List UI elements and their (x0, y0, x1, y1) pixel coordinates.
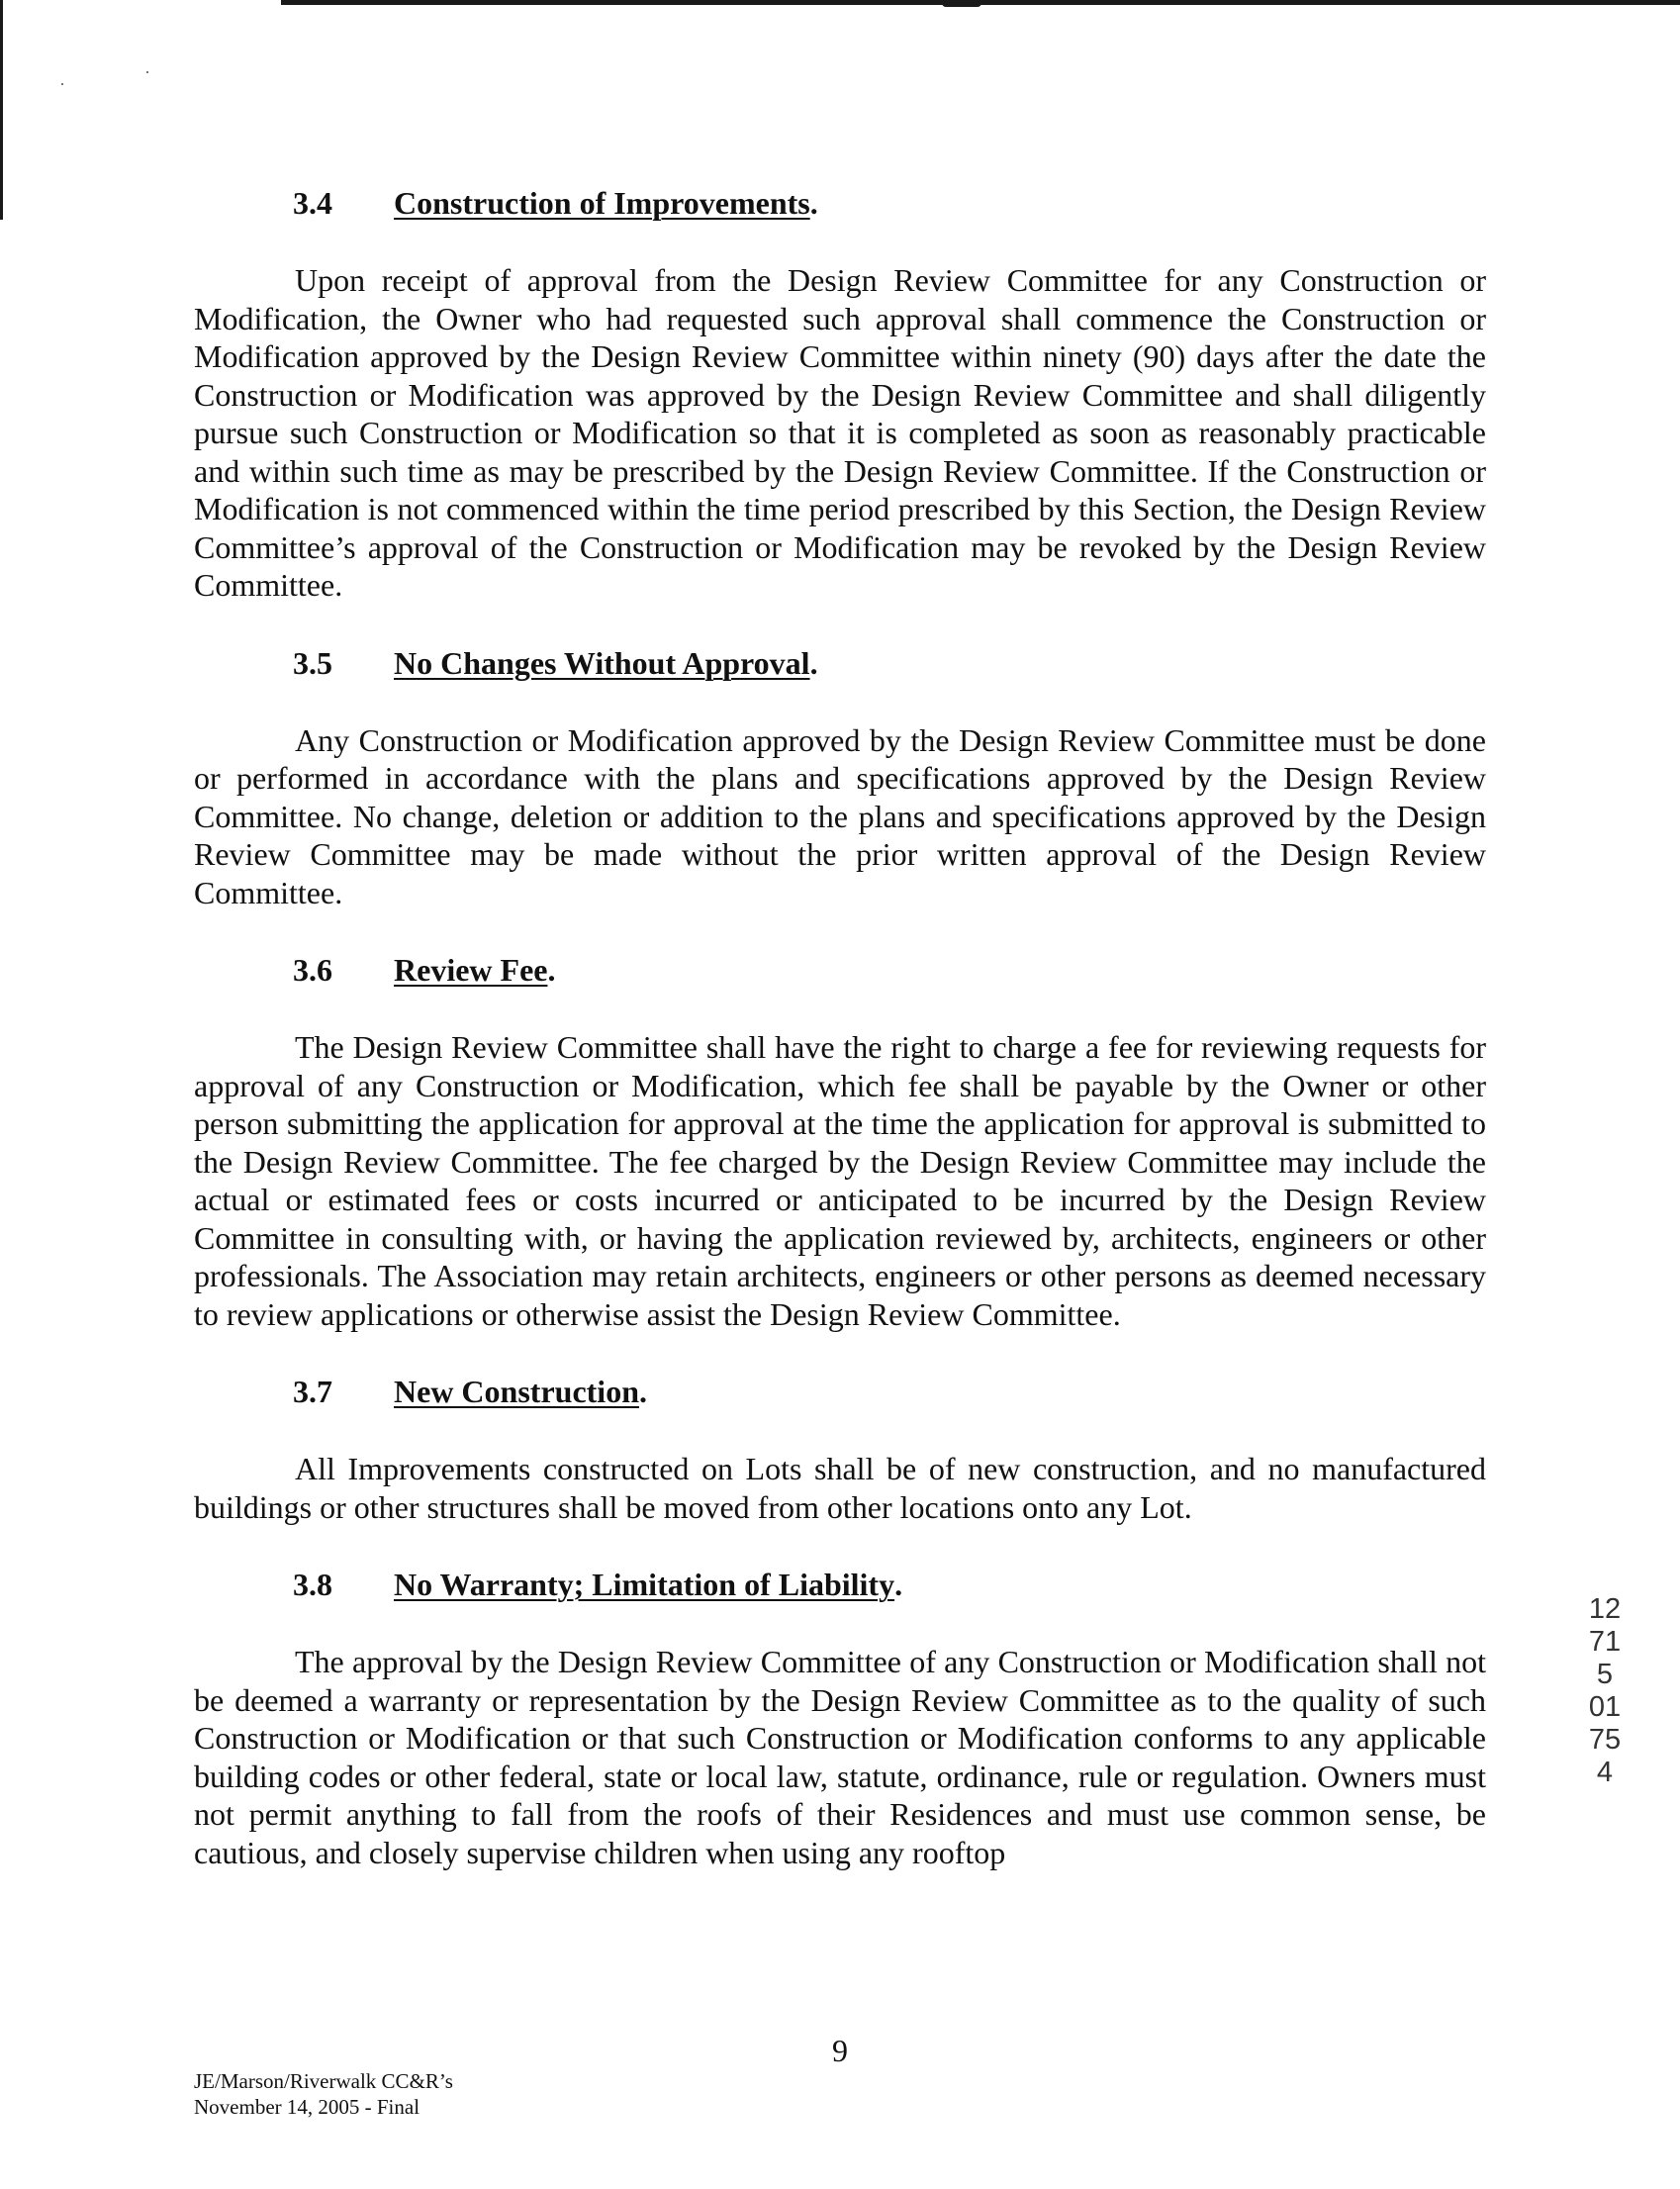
section-heading-3-7 (194, 1373, 1486, 1410)
section-number: 3.5 (293, 644, 332, 681)
section-title: No Warranty; Limitation of Liability (394, 1567, 895, 1602)
heading-period: . (547, 952, 556, 988)
section-heading-3-6 (194, 951, 1486, 989)
scan-speck (146, 71, 148, 73)
section-heading-3-4 (194, 184, 1486, 222)
section-number: 3.7 (293, 1374, 332, 1409)
heading-period: . (894, 1567, 903, 1602)
section-paragraph-3-6: The Design Review Committee shall have the right to charge a fee for reviewing requests for approval of any Construction or Modification, which fee shall be payable by the Owner or other person submitting the application for approval at the time the application for approval is submitted to the Design Review Committee. The fee charged by the Design Review Committee may include the actual or estimated fees or costs incurred or anticipated to be incurred by the Design Review Committee in consulting with, or having the application reviewed by, architects, engineers or other professionals. The Association may retain architects, engineers or other persons as deemed necessary to review applications or otherwise assist the Design Review Committee. (194, 1029, 1486, 1332)
heading-period: . (809, 644, 818, 681)
section-paragraph-3-8: The approval by the Design Review Committee of any Construction or Modification shall not be deemed a warranty or representation by the Design Review Committee as to the quality of such Construction or Modification or that such Construction or Modification conforms to any applicable building codes or other federal, state or local law, statute, ordinance, rule or regulation. Owners must not permit anything to fall from the roofs of their Residences and must use common sense, be cautious, and closely supervise children when using any rooftop (194, 1644, 1486, 1870)
section-paragraph-3-5: Any Construction or Modification approved by the Design Review Committee must be done or performed in accordance with the plans and specifications approved by the Design Review Committee. No change, deletion or addition to the plans and specifications approved by the Design Review Committee may be made without the prior written approval of the Design Review Committee. (194, 721, 1486, 910)
scan-speck (61, 83, 63, 85)
section-heading-3-5 (194, 644, 1486, 682)
scan-edge-left (0, 0, 3, 220)
document-footer (194, 2068, 453, 2120)
recording-stamp-number: 12715 01754 (1588, 1593, 1622, 1788)
section-heading-3-8 (194, 1566, 1486, 1603)
heading-period: . (809, 185, 818, 221)
section-number: 3.6 (293, 952, 332, 988)
document-body (194, 184, 1486, 1911)
section-title: Review Fee (394, 952, 548, 988)
section-number: 3.8 (293, 1567, 332, 1602)
section-paragraph-3-7: All Improvements constructed on Lots shall be of new construction, and no manufactured buildings or other structures shall be moved from other locations onto any Lot. (194, 1451, 1486, 1525)
section-title: No Changes Without Approval (394, 644, 810, 681)
section-title: New Construction (394, 1374, 639, 1409)
section-title: Construction of Improvements (394, 185, 810, 221)
heading-period: . (638, 1374, 647, 1409)
section-paragraph-3-4: Upon receipt of approval from the Design Review Committee for any Construction or Modification, the Owner who had requested such approval shall commence the Construction or Modification approved by the Design Review Committee within ninety (90) days after the date the Construction or Modification was approved by the Design Review Committee and shall diligently pursue such Construction or Modification so that it is completed as soon as reasonably practicable and within such time as may be prescribed by the Design Review Committee. If the Construction or Modification is not commenced within the time period prescribed by this Section, the Design Review Committee’s approval of the Construction or Modification may be revoked by the Design Review Committee. (194, 262, 1486, 603)
footer-reference: JE/Marson/Riverwalk CC&R’s (194, 2069, 453, 2093)
page-number: 9 (832, 2033, 848, 2068)
scan-edge-notch (942, 3, 981, 7)
footer-date: November 14, 2005 - Final (194, 2095, 420, 2119)
section-number: 3.4 (293, 185, 332, 221)
